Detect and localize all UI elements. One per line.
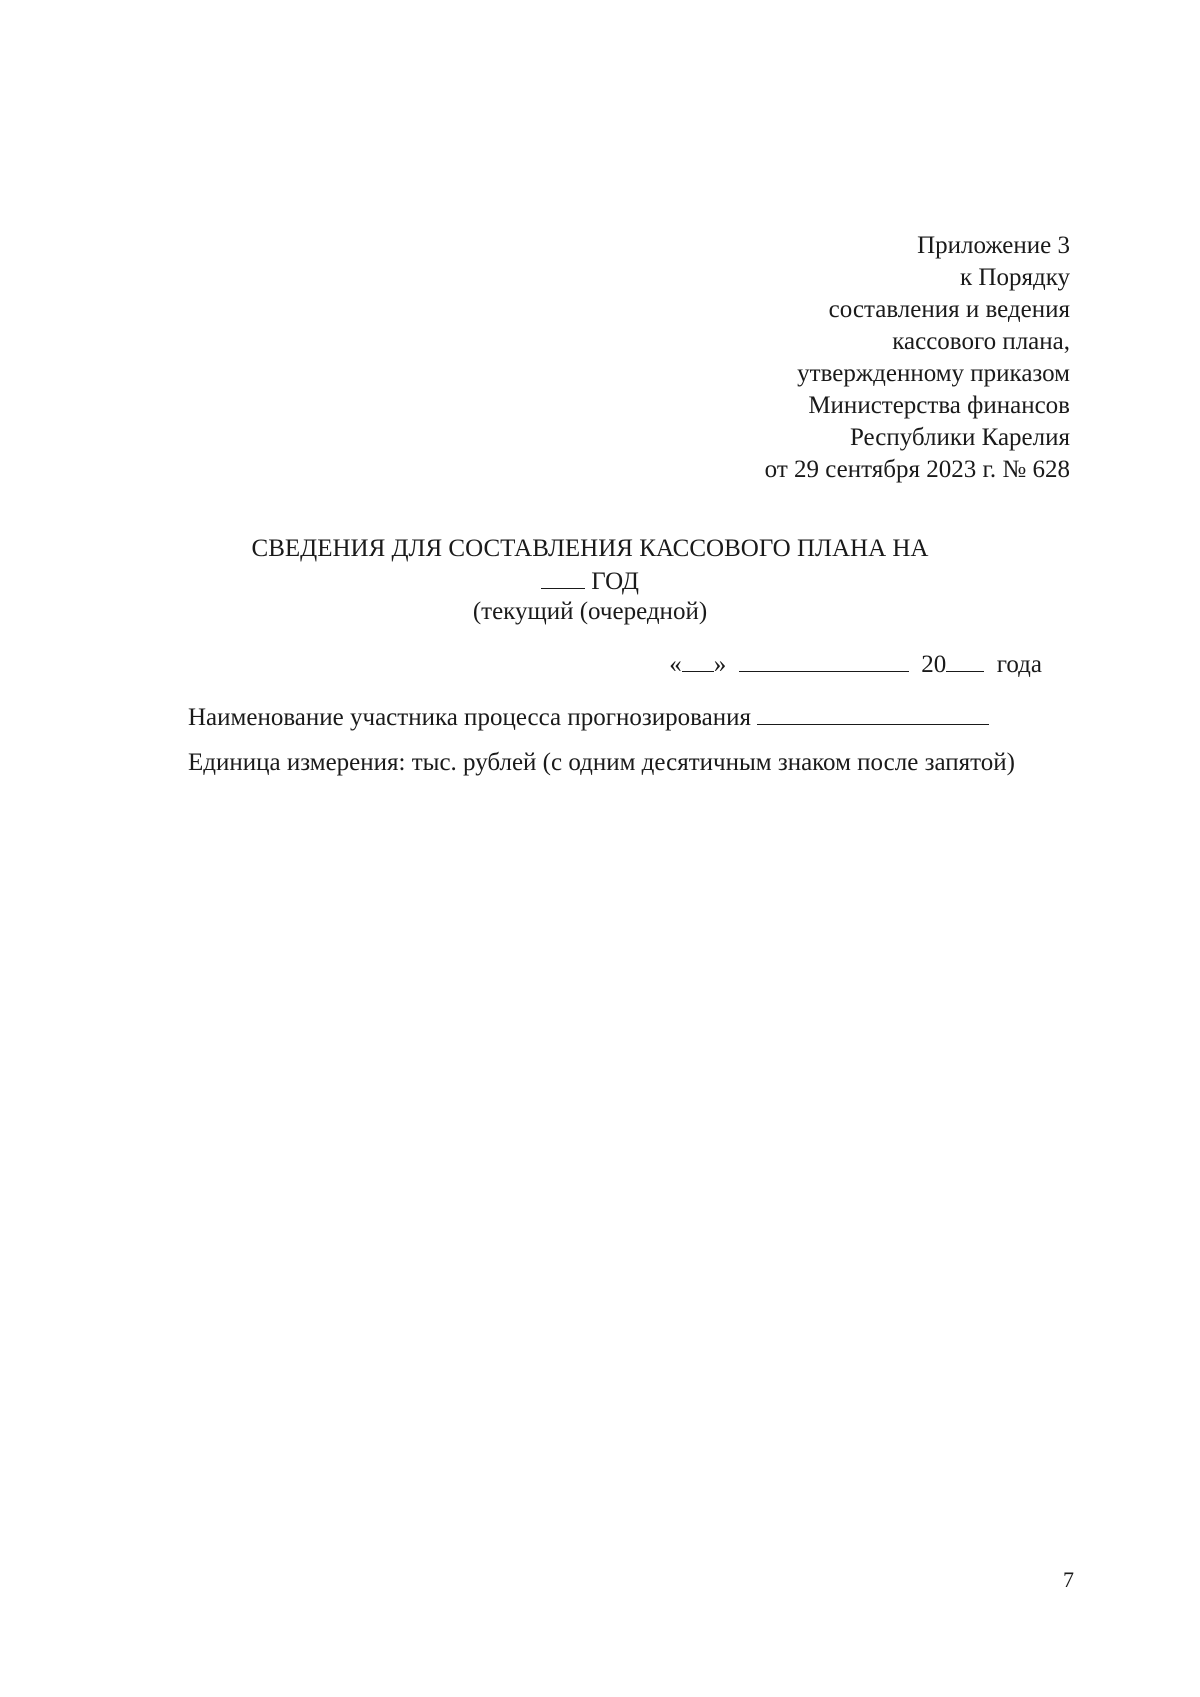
appendix-line: кассового плана, [892,328,1070,355]
appendix-line: составления и ведения [828,296,1070,323]
year-short-blank [946,647,984,672]
participant-blank [757,700,989,725]
year-blank [541,564,585,589]
year-suffix: года [996,651,1042,678]
appendix-line: Приложение 3 [917,232,1070,259]
open-quote: « [669,651,682,678]
document-title [200,534,980,627]
page-number: 7 [1063,1567,1074,1592]
appendix-line: утвержденному приказом [797,360,1070,387]
appendix-line: Министерства финансов [808,392,1070,419]
close-quote: » [713,651,727,678]
appendix-line: от 29 сентября 2023 г. № 628 [764,456,1070,483]
title-line-2 [200,564,980,597]
appendix-line: Республики Карелия [849,424,1070,451]
date-line [669,647,1042,680]
month-blank [739,647,909,672]
title-line-1: СВЕДЕНИЯ ДЛЯ СОСТАВЛЕНИЯ КАССОВОГО ПЛАНА НА [251,535,929,562]
appendix-header [765,230,1070,486]
title-year-word: ГОД [591,568,639,595]
century: 20 [921,651,947,678]
day-blank [682,647,714,672]
participant-line [188,700,1036,734]
unit-line: Единица измерения: тыс. рублей (с одним десятичным знаком после запятой) [188,749,1015,776]
appendix-line: к Порядку [960,264,1070,291]
title-subtitle: (текущий (очередной) [472,598,708,625]
participant-label: Наименование участника процесса прогнозирования [188,704,751,731]
